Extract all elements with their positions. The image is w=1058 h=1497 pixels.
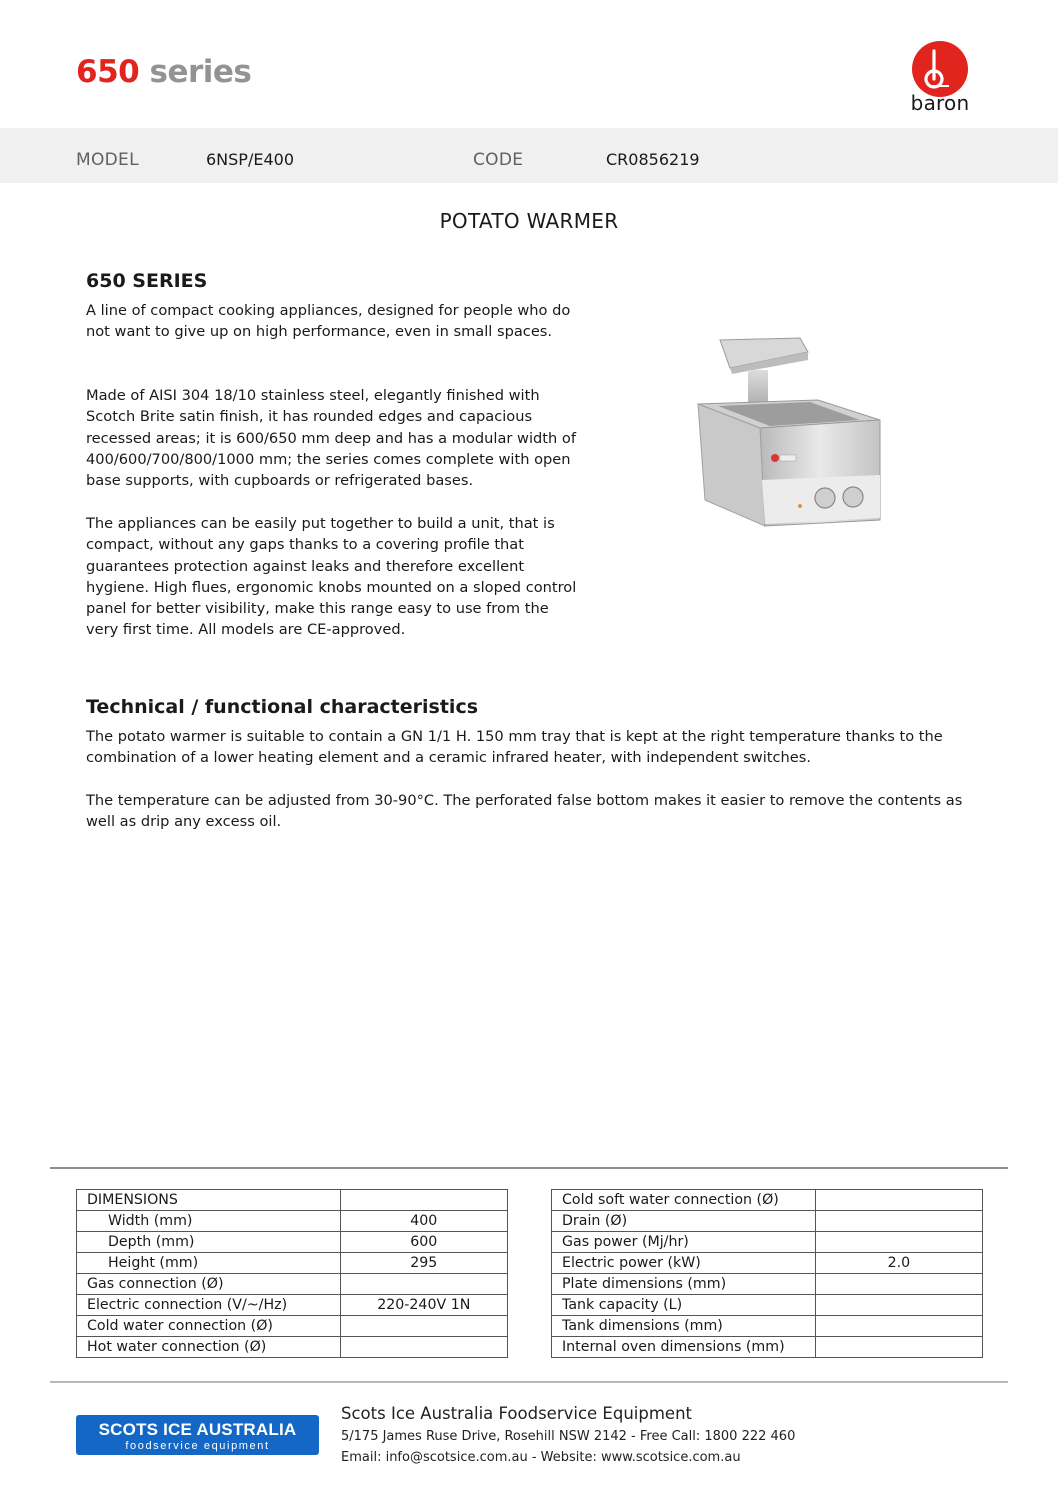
document-title: POTATO WARMER xyxy=(439,209,619,233)
spec-value xyxy=(815,1337,982,1358)
footer-address: 5/175 James Ruse Drive, Rosehill NSW 2142 - Free Call: 1800 222 460 xyxy=(341,1429,796,1444)
series-number: 650 xyxy=(76,54,140,90)
baron-logo xyxy=(909,41,971,115)
spec-label: Depth (mm) xyxy=(77,1232,341,1253)
spec-label: Cold soft water connection (Ø) xyxy=(552,1190,816,1211)
spec-label: Internal oven dimensions (mm) xyxy=(552,1337,816,1358)
product-image xyxy=(690,330,895,530)
spec-label: Hot water connection (Ø) xyxy=(77,1337,341,1358)
divider-top xyxy=(50,1167,1008,1169)
table-row xyxy=(77,1232,508,1253)
spec-value xyxy=(340,1190,507,1211)
scots-ice-logo xyxy=(76,1415,319,1455)
brand-name: baron xyxy=(910,91,970,115)
technical-heading: Technical / functional characteristics xyxy=(86,696,479,718)
spec-table-left xyxy=(76,1189,508,1358)
technical-paragraph-1: The potato warmer is suitable to contain a GN 1/1 H. 150 mm tray that is kept at the right temperature thanks to the combination of a lower heating element and a ceramic infrared heater, with independent switches. xyxy=(86,728,943,767)
spec-label: Plate dimensions (mm) xyxy=(552,1274,816,1295)
spec-label: Tank capacity (L) xyxy=(552,1295,816,1316)
table-row xyxy=(552,1190,983,1211)
spec-value: 2.0 xyxy=(815,1253,982,1274)
spec-label: Width (mm) xyxy=(77,1211,341,1232)
table-row xyxy=(552,1253,983,1274)
model-value: 6NSP/E400 xyxy=(206,150,294,169)
spec-label: Gas connection (Ø) xyxy=(77,1274,341,1295)
table-row xyxy=(77,1190,508,1211)
table-row xyxy=(77,1274,508,1295)
logo-line-1: SCOTS ICE AUSTRALIA xyxy=(98,1420,297,1439)
spec-label: Height (mm) xyxy=(77,1253,341,1274)
series-word: series xyxy=(149,54,252,90)
spec-value xyxy=(815,1211,982,1232)
table-row xyxy=(77,1337,508,1358)
spec-value xyxy=(340,1316,507,1337)
spec-value xyxy=(815,1232,982,1253)
table-row xyxy=(552,1211,983,1232)
spec-value: 220-240V 1N xyxy=(340,1295,507,1316)
footer-contact: Email: info@scotsice.com.au - Website: www.scotsice.com.au xyxy=(341,1450,741,1465)
table-row xyxy=(552,1316,983,1337)
intro-paragraph-2: Made of AISI 304 18/10 stainless steel, elegantly finished with Scotch Brite satin finish, it has rounded edges and capacious recessed areas; it is 600/650 mm deep and has a modular width of 400/600/700/800/1000 mm; the series comes complete with open base supports, with cupboards or refrigerated bases. xyxy=(86,387,576,490)
spec-label: Electric power (kW) xyxy=(552,1253,816,1274)
spec-value xyxy=(340,1337,507,1358)
code-label: CODE xyxy=(473,150,524,170)
table-row xyxy=(552,1274,983,1295)
footer-company: Scots Ice Australia Foodservice Equipment xyxy=(341,1404,692,1423)
spec-value: 600 xyxy=(340,1232,507,1253)
intro-paragraph-3: The appliances can be easily put together to build a unit, that is compact, without any gaps thanks to a covering profile that guarantees protection against leaks and therefore excellent hygiene. High flues, ergonomic knobs mounted on a sloped control panel for better visibility, make this range easy to use from the very first time. All models are CE-approved. xyxy=(86,515,577,639)
baron-b-icon xyxy=(912,41,968,97)
spec-label: DIMENSIONS xyxy=(77,1190,341,1211)
table-row xyxy=(77,1253,508,1274)
intro-paragraph-1: A line of compact cooking appliances, designed for people who do not want to give up on high performance, even in small spaces. xyxy=(86,302,571,341)
spec-label: Electric connection (V/~/Hz) xyxy=(77,1295,341,1316)
table-row xyxy=(77,1295,508,1316)
spec-value: 295 xyxy=(340,1253,507,1274)
spec-value xyxy=(815,1295,982,1316)
technical-paragraph-2: The temperature can be adjusted from 30-90°C. The perforated false bottom makes it easier to remove the contents as well as drip any excess oil. xyxy=(86,792,963,831)
table-row xyxy=(552,1295,983,1316)
logo-line-2: foodservice equipment xyxy=(125,1440,270,1452)
spec-table-right xyxy=(551,1189,983,1358)
spec-value xyxy=(340,1274,507,1295)
divider-bottom xyxy=(50,1381,1008,1383)
intro-heading: 650 SERIES xyxy=(86,270,208,292)
spec-label: Gas power (Mj/hr) xyxy=(552,1232,816,1253)
code-value: CR0856219 xyxy=(606,150,700,169)
spec-label: Drain (Ø) xyxy=(552,1211,816,1232)
model-bar xyxy=(0,128,1058,183)
table-row xyxy=(552,1337,983,1358)
table-row xyxy=(552,1232,983,1253)
spec-value xyxy=(815,1190,982,1211)
model-label: MODEL xyxy=(76,150,139,170)
table-row xyxy=(77,1316,508,1337)
spec-value: 400 xyxy=(340,1211,507,1232)
spec-value xyxy=(815,1316,982,1337)
table-row xyxy=(77,1211,508,1232)
spec-value xyxy=(815,1274,982,1295)
spec-label: Cold water connection (Ø) xyxy=(77,1316,341,1337)
spec-label: Tank dimensions (mm) xyxy=(552,1316,816,1337)
series-title xyxy=(76,54,251,90)
